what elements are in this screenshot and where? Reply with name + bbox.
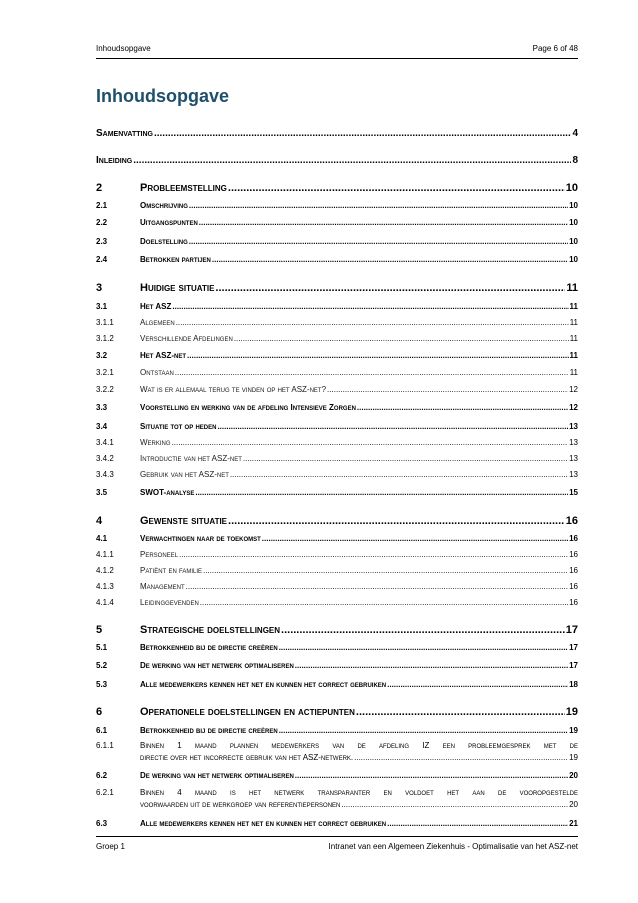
- toc-entry-number: 3.1.2: [96, 334, 114, 343]
- toc-entry[interactable]: [96, 351, 578, 360]
- toc-entry-title: Introductie van het ASZ-net: [140, 454, 242, 463]
- toc-entry-page: 15: [569, 488, 578, 497]
- toc-leader-dots: [234, 334, 569, 343]
- toc-entry-title: Omschrijving: [140, 201, 188, 210]
- toc-entry[interactable]: [96, 155, 578, 166]
- toc-leader-dots: [176, 318, 569, 327]
- toc-entry-number: 4.1: [96, 534, 108, 543]
- toc-leader-dots: [387, 819, 568, 828]
- toc-entry-page: 10: [569, 201, 578, 210]
- toc-entry-number: 4.1.1: [96, 550, 114, 559]
- toc-entry-page: 18: [569, 680, 578, 689]
- toc-entry-title: Samenvatting: [96, 128, 153, 139]
- toc-entry[interactable]: [96, 368, 578, 377]
- toc-entry-title: Situatie tot op heden: [140, 422, 217, 431]
- toc-entry-number: 5.2: [96, 661, 108, 670]
- toc-entry-number: 2.3: [96, 237, 108, 246]
- toc-entry-number: 3.5: [96, 488, 108, 497]
- toc-entry-title: Verwachtingen naar de toekomst: [140, 534, 261, 543]
- toc-entry-page: 19: [569, 726, 578, 735]
- toc-leader-dots: [212, 255, 568, 264]
- toc-entry-page: 11: [569, 334, 578, 343]
- toc-leader-dots: [262, 534, 568, 543]
- toc-entry-title: Betrokkenheid bij de directie creëren: [140, 726, 278, 735]
- toc-entry-title: Probleemstelling: [140, 182, 227, 194]
- toc-leader-dots: [281, 624, 565, 636]
- footer-group: Groep 1: [96, 842, 125, 851]
- toc-entry-title: De werking van het netwerk optimaliseren: [140, 661, 294, 670]
- toc-entry-title: Strategische doelstellingen: [140, 624, 281, 636]
- toc-leader-dots: [186, 582, 568, 591]
- toc-leader-dots: [203, 566, 568, 575]
- toc-entry-title: Uitgangspunten: [140, 218, 198, 227]
- toc-entry-number: 6.1: [96, 726, 108, 735]
- toc-entry-title: Voorstelling en werking van de afdeling Intensieve Zorgen: [140, 403, 356, 412]
- toc-entry[interactable]: [96, 255, 578, 264]
- toc-entry-title: Patiënt en familie: [140, 566, 203, 575]
- toc-leader-dots: [195, 488, 568, 497]
- toc-entry-number: 6.2.1: [96, 788, 114, 797]
- toc-leader-dots: [228, 515, 565, 527]
- toc-entry[interactable]: [96, 201, 578, 210]
- toc-entry-page: 16: [569, 598, 578, 607]
- toc-entry-page: 20: [569, 800, 578, 809]
- toc-leader-dots: [279, 726, 568, 735]
- toc-entry-number: 6.1.1: [96, 741, 114, 750]
- toc-entry-page: 11: [566, 282, 578, 294]
- toc-entry-page: 10: [569, 237, 578, 246]
- toc-entry-page: 20: [569, 771, 578, 780]
- page-footer: [96, 836, 578, 853]
- toc-leader-dots: [295, 661, 568, 670]
- toc-entry-number: 3.3: [96, 403, 108, 412]
- toc-entry-title: Betrokken partijen: [140, 255, 211, 264]
- page-title: Inhoudsopgave: [96, 86, 230, 106]
- toc-entry-page: 4: [572, 128, 578, 139]
- toc-entry-number: 5.1: [96, 643, 108, 652]
- toc-entry-title: Alle medewerkers kennen het net en kunnen het correct gebruiken: [140, 819, 387, 828]
- toc-entry-title: Management: [140, 582, 185, 591]
- toc-entry[interactable]: [96, 550, 578, 559]
- toc-entry-page: 13: [569, 454, 578, 463]
- toc-entry[interactable]: [96, 128, 578, 139]
- toc-entry[interactable]: [96, 438, 578, 447]
- toc-entry-page: 16: [569, 566, 578, 575]
- toc-entry-number: 3.4.2: [96, 454, 114, 463]
- toc-leader-dots: [189, 237, 568, 246]
- toc-entry-page: 19: [565, 706, 578, 718]
- toc-entry[interactable]: [96, 643, 578, 652]
- toc-entry[interactable]: [96, 598, 578, 607]
- toc-entry-page: 10: [569, 218, 578, 227]
- toc-leader-dots: [199, 218, 568, 227]
- toc-entry-page: 11: [569, 318, 578, 327]
- toc-entry-title: Verschillende Afdelingen: [140, 334, 233, 343]
- toc-entry-number: 4.1.3: [96, 582, 114, 591]
- toc-leader-dots: [279, 643, 568, 652]
- toc-leader-dots: [175, 368, 569, 377]
- toc-entry-continuation: [140, 753, 578, 762]
- toc-entry-page: 13: [569, 422, 578, 431]
- toc-entry[interactable]: [96, 318, 578, 327]
- toc-entry-title: Binnen 1 maand plannen medewerkers van de afdeling IZ een probleemgesprek met de: [140, 741, 578, 750]
- toc-leader-dots: [172, 438, 569, 447]
- toc-leader-dots: [243, 454, 568, 463]
- toc-leader-dots: [295, 771, 568, 780]
- header-section-title: Inhoudsopgave: [96, 44, 151, 53]
- toc-leader-dots: [187, 351, 568, 360]
- toc-entry[interactable]: [96, 334, 578, 343]
- toc-entry-title: Alle medewerkers kennen het net en kunnen het correct gebruiken: [140, 680, 387, 689]
- toc-entry[interactable]: [96, 218, 578, 227]
- toc-leader-dots: [133, 155, 571, 166]
- toc-entry-number: 6.2: [96, 771, 108, 780]
- toc-entry-page: 8: [572, 155, 578, 166]
- toc-leader-dots: [172, 302, 568, 311]
- toc-entry-title: Wat is er allemaal terug te vinden op het ASZ-net?: [140, 385, 327, 394]
- toc-leader-dots: [357, 403, 568, 412]
- toc-entry-title: Ontstaan: [140, 368, 174, 377]
- toc-entry-title: Algemeen: [140, 318, 175, 327]
- toc-entry-number: 2: [96, 182, 103, 194]
- toc-entry-title: Inleiding: [96, 155, 133, 166]
- toc-entry-number: 3.2.1: [96, 368, 114, 377]
- toc-entry-title: Het ASZ-net: [140, 351, 187, 360]
- footer-document-title: Intranet van een Algemeen Ziekenhuis - Optimalisatie van het ASZ-net: [328, 842, 578, 851]
- toc-entry-page: 16: [565, 515, 578, 527]
- toc-entry[interactable]: [96, 422, 578, 431]
- toc-leader-dots: [387, 680, 568, 689]
- toc-leader-dots: [354, 753, 568, 762]
- toc-leader-dots: [217, 422, 568, 431]
- toc-entry-number: 2.2: [96, 218, 108, 227]
- toc-entry[interactable]: [96, 470, 578, 479]
- header-page-number: Page 6 of 48: [532, 44, 578, 53]
- toc-entry-page: 11: [569, 351, 578, 360]
- toc-entry[interactable]: [96, 819, 578, 828]
- toc-entry[interactable]: [96, 680, 578, 689]
- toc-entry-number: 3.1.1: [96, 318, 114, 327]
- toc-entry-continuation: [140, 800, 578, 809]
- toc-leader-dots: [341, 800, 568, 809]
- toc-entry-page: 10: [569, 255, 578, 264]
- toc-entry-title: Werking: [140, 438, 171, 447]
- toc-entry-number: 3.4: [96, 422, 108, 431]
- toc-entry-page: 10: [565, 182, 578, 194]
- toc-leader-dots: [356, 706, 565, 718]
- toc-entry[interactable]: [96, 706, 578, 718]
- toc-entry[interactable]: [96, 661, 578, 670]
- toc-entry[interactable]: [96, 237, 578, 246]
- toc-entry-page: 11: [569, 368, 578, 377]
- toc-entry[interactable]: [96, 726, 578, 735]
- toc-entry-title: SWOT-analyse: [140, 488, 195, 497]
- toc-entry-title-continued: voorwaarden uit de werkgroep van referentiepersonen: [140, 800, 341, 809]
- toc-entry-page: 12: [569, 385, 578, 394]
- toc-entry-number: 2.4: [96, 255, 108, 264]
- toc-entry[interactable]: [96, 582, 578, 591]
- toc-entry-page: 17: [569, 661, 578, 670]
- toc-entry-page: 13: [569, 438, 578, 447]
- toc-entry-title: Gewenste situatie: [140, 515, 228, 527]
- toc-entry-page: 21: [569, 819, 578, 828]
- toc-entry[interactable]: [96, 454, 578, 463]
- toc-entry-title: Binnen 4 maand is het netwerk transparanter en voldoet het aan de vooropgestelde: [140, 788, 578, 797]
- toc-entry-number: 4.1.4: [96, 598, 114, 607]
- toc-entry[interactable]: [96, 515, 578, 527]
- toc-entry-number: 5.3: [96, 680, 108, 689]
- toc-entry[interactable]: [96, 624, 578, 636]
- toc-entry-page: 17: [569, 643, 578, 652]
- toc-entry-title: Het ASZ: [140, 302, 172, 311]
- toc-leader-dots: [230, 470, 568, 479]
- toc-entry-number: 3: [96, 282, 103, 294]
- toc-entry-page: 17: [565, 624, 578, 636]
- toc-entry-page: 12: [569, 403, 578, 412]
- toc-leader-dots: [327, 385, 568, 394]
- toc-entry-number: 3.4.1: [96, 438, 114, 447]
- toc-entry-title-continued: directie over het incorrecte gebruik van het ASZ-netwerk.: [140, 753, 354, 762]
- toc-entry-title: Huidige situatie: [140, 282, 215, 294]
- toc-entry-number: 5: [96, 624, 103, 636]
- toc-entry[interactable]: [96, 282, 578, 294]
- toc-entry-page: 16: [569, 550, 578, 559]
- toc-entry-number: 6: [96, 706, 103, 718]
- toc-entry-number: 3.1: [96, 302, 108, 311]
- toc-entry-number: 4.1.2: [96, 566, 114, 575]
- toc-leader-dots: [189, 201, 568, 210]
- toc-entry-page: 19: [569, 753, 578, 762]
- toc-entry-title: Betrokkenheid bij de directie creëren: [140, 643, 278, 652]
- toc-leader-dots: [215, 282, 565, 294]
- toc-entry-number: 3.4.3: [96, 470, 114, 479]
- toc-entry[interactable]: [96, 385, 578, 394]
- toc-leader-dots: [200, 598, 568, 607]
- toc-entry-number: 3.2: [96, 351, 108, 360]
- toc-entry-number: 6.3: [96, 819, 108, 828]
- toc-entry-title: Doelstelling: [140, 237, 188, 246]
- toc-entry[interactable]: [96, 566, 578, 575]
- toc-entry[interactable]: [96, 403, 578, 412]
- toc-entry[interactable]: [96, 488, 578, 497]
- toc-entry[interactable]: [96, 302, 578, 311]
- toc-leader-dots: [154, 128, 571, 139]
- toc-entry-title: De werking van het netwerk optimaliseren: [140, 771, 294, 780]
- toc-entry-page: 11: [569, 302, 578, 311]
- toc-entry-number: 4: [96, 515, 103, 527]
- toc-leader-dots: [179, 550, 568, 559]
- toc-entry-number: 2.1: [96, 201, 108, 210]
- toc-entry-page: 16: [569, 582, 578, 591]
- toc-entry-title: Operationele doelstellingen en actiepunten: [140, 706, 355, 718]
- toc-entry[interactable]: [96, 534, 578, 543]
- toc-leader-dots: [228, 182, 565, 194]
- toc-entry[interactable]: [96, 182, 578, 194]
- toc-entry-page: 13: [569, 470, 578, 479]
- toc-entry-page: 16: [569, 534, 578, 543]
- toc-entry-title: Gebruik van het ASZ-net: [140, 470, 229, 479]
- page-header: [96, 42, 578, 59]
- toc-entry-number: 3.2.2: [96, 385, 114, 394]
- toc-entry[interactable]: [96, 771, 578, 780]
- toc-entry-title: Leidinggevenden: [140, 598, 199, 607]
- toc-entry-title: Personeel: [140, 550, 179, 559]
